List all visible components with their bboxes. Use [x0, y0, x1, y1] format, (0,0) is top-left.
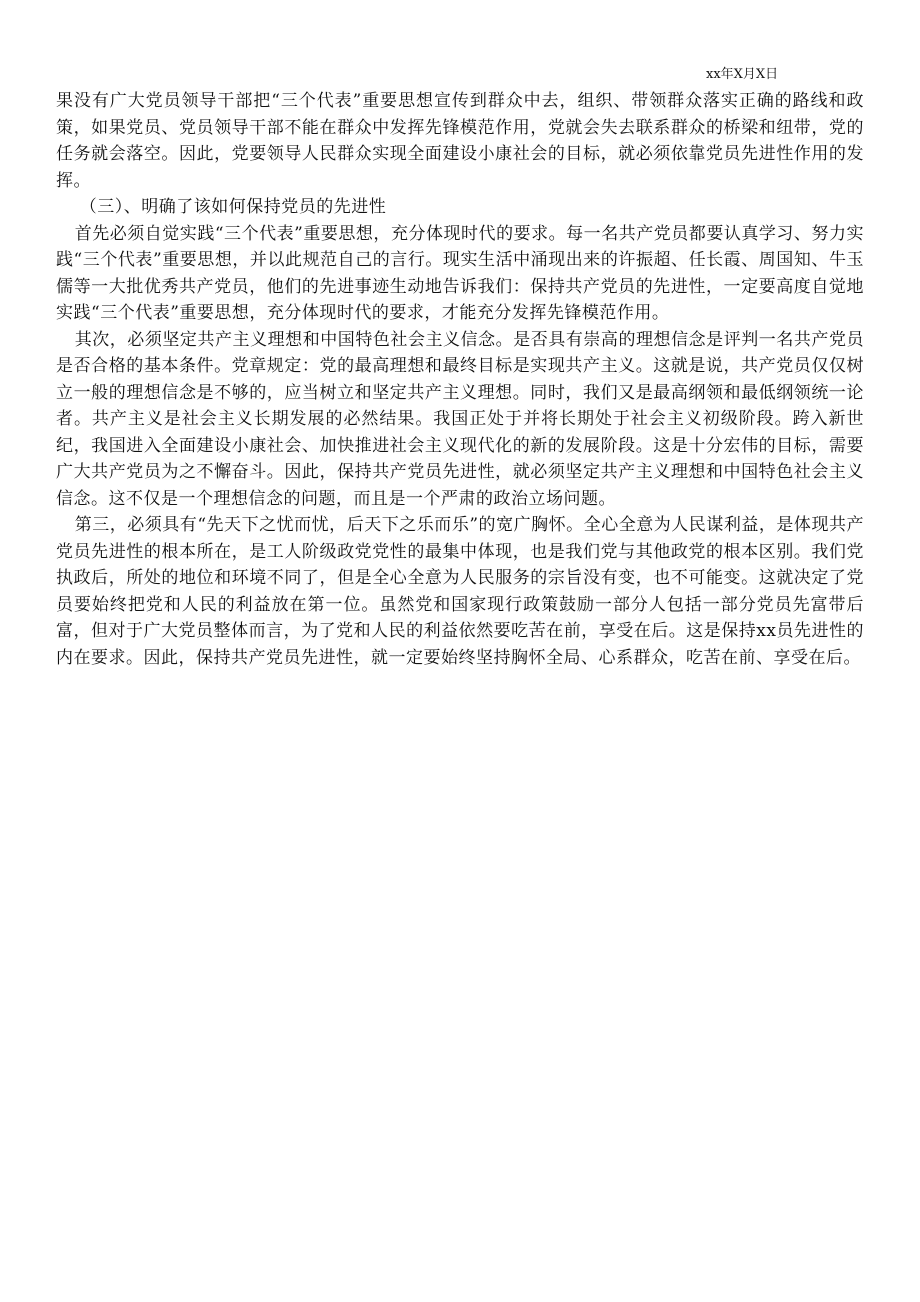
- document-body: [56, 88, 864, 671]
- header-date: xx年X月X日: [706, 67, 779, 82]
- paragraph-second: 其次，必须坚定共产主义理想和中国特色社会主义信念。是否具有崇高的理想信念是评判一名共产党员是否合格的基本条件。党章规定：党的最高理想和最终目标是实现共产主义。这就是说，共产党员仅仅树立一般的理想信念是不够的，应当树立和坚定共产主义理想。同时，我们又是最高纲领和最低纲领统一论者。共产主义是社会主义长期发展的必然结果。我国正处于并将长期处于社会主义初级阶段。跨入新世纪，我国进入全面建设小康社会、加快推进社会主义现代化的新的发展阶段。这是十分宏伟的目标，需要广大共产党员为之不懈奋斗。因此，保持共产党员先进性，就必须坚定共产主义理想和中国特色社会主义信念。这不仅是一个理想信念的问题，而且是一个严肃的政治立场问题。: [56, 329, 864, 509]
- paragraph-continuation: 果没有广大党员领导干部把“三个代表”重要思想宣传到群众中去，组织、带领群众落实正确的路线和政策，如果党员、党员领导干部不能在群众中发挥先锋模范作用，党就会失去联系群众的桥梁和纽带，党的任务就会落空。因此，党要领导人民群众实现全面建设小康社会的目标，就必须依靠党员先进性作用的发挥。: [56, 91, 864, 191]
- paragraph-first: 首先必须自觉实践“三个代表”重要思想，充分体现时代的要求。每一名共产党员都要认真学习、努力实践“三个代表”重要思想，并以此规范自己的言行。现实生活中涌现出来的许振超、任长霞、周国知、牛玉儒等一大批优秀共产党员，他们的先进事迹生动地告诉我们：保持共产党员的先进性，一定要高度自觉地实践“三个代表”重要思想，充分体现时代的要求，才能充分发挥先锋模范作用。: [56, 223, 864, 323]
- paragraph-third: 第三，必须具有“先天下之忧而忧，后天下之乐而乐”的宽广胸怀。全心全意为人民谋利益，是体现共产党员先进性的根本所在，是工人阶级政党党性的最集中体现，也是我们党与其他政党的根本区别。我们党执政后，所处的地位和环境不同了，但是全心全意为人民服务的宗旨没有变，也不可能变。这就决定了党员要始终把党和人民的利益放在第一位。虽然党和国家现行政策鼓励一部分人包括一部分党员先富带后富，但对于广大党员整体而言，为了党和人民的利益依然要吃苦在前，享受在后。这是保持xx员先进性的内在要求。因此，保持共产党员先进性，就一定要始终坚持胸怀全局、心系群众，吃苦在前、享受在后。: [56, 515, 864, 668]
- section-heading: （三）、明确了该如何保持党员的先进性: [79, 197, 387, 217]
